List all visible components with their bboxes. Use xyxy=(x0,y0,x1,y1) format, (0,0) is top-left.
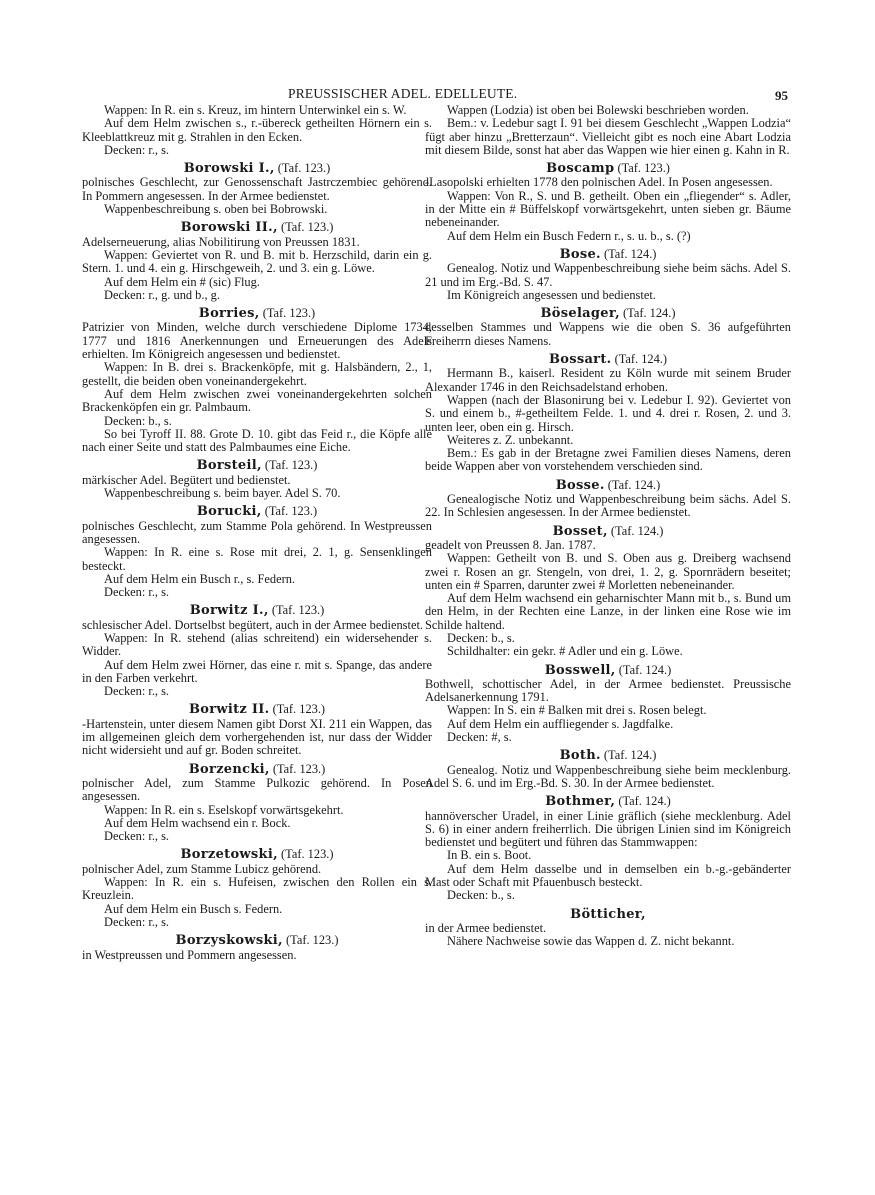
entry-paragraph: Wappen: In R. stehend (alias schreitend) ein widersehender s. Widder. xyxy=(82,630,432,659)
family-name: Borries, xyxy=(198,306,260,322)
entry-paragraph: Bothwell, schottischer Adel, in der Armee bedienstet. Preussische Adelsanerkennung 1791. xyxy=(425,676,791,705)
page-number: 95 xyxy=(775,88,788,103)
entry-heading xyxy=(425,353,791,366)
family-name: Borwitz I., xyxy=(189,603,269,619)
entry-heading xyxy=(82,848,432,861)
entry-paragraph: Auf dem Helm ein Busch Federn r., s. u. b., s. (?) xyxy=(447,228,691,243)
entry-paragraph: Genealog. Notiz und Wappenbeschreibung siehe beim sächs. Adel S. 21 und im Erg.-Bd. S. 47. xyxy=(425,261,791,289)
family-name: Bothmer, xyxy=(545,794,616,810)
entry-paragraph: Auf dem Helm wachsend ein r. Bock. xyxy=(104,815,291,830)
entry-paragraph: In B. ein s. Boot. xyxy=(447,848,532,863)
entry-paragraph: -Hartenstein, unter diesem Namen gibt Dorst XI. 211 ein Wappen, das im allgemeinen gleich dem vorhergehenden ist, nur dass der Widder nicht widersieht und auf gr. Boden schreitet. xyxy=(82,716,432,758)
entry-paragraph: Wappen (nach der Blasonirung bei v. Ledebur I. 92). Geviertet von S. und einem b., #-getheiltem Felde. 1. und 4. drei r. Rosen, 2. und 3. unten leer, oben ein g. Hirsch. xyxy=(425,392,791,434)
family-name: Borowski I., xyxy=(183,161,275,177)
plate-reference: (Taf. 124.) xyxy=(618,794,671,809)
entry-paragraph: Auf dem Helm zwischen zwei voneinandergekehrten solchen Brackenköpfen ein gr. Palmbaum. xyxy=(82,386,432,415)
family-name: Bosset, xyxy=(552,523,608,539)
family-name: Böselager, xyxy=(540,306,620,322)
entry-paragraph: Decken: #, s. xyxy=(447,730,512,745)
entry-paragraph: in Westpreussen und Pommern angesessen. xyxy=(82,947,297,962)
plate-reference: (Taf. 123.) xyxy=(272,761,326,776)
family-name: Bosse. xyxy=(555,477,605,493)
entry-paragraph: Wappen: Geviertet von R. und B. mit b. Herzschild, darin ein g. Stern. 1. und 4. ein g. Hirschgeweih, 2. und 3. ein g. Löwe. xyxy=(82,247,432,276)
entry-paragraph: polnischer Adel, zum Stamme Pulkozic gehörend. In Posen angesessen. xyxy=(82,775,432,804)
entry-paragraph: Genealogische Notiz und Wappenbeschreibung beim sächs. Adel S. 22. In Schlesien angesessen. In der Armee bedienstet. xyxy=(425,492,791,520)
entry-paragraph: Bem.: v. Ledebur sagt I. 91 bei diesem Geschlecht „Wappen Lodzia“ fügt aber hinzu „Bretterzaun“. Vielleicht gibt es noch eine Abart Lodzia mit diesem Bilde, sonst hat aber das Wappen wie hier einen g. Kahn in R. xyxy=(425,116,791,157)
entry-paragraph: Decken: r., s. xyxy=(104,142,170,157)
plate-reference: (Taf. 124.) xyxy=(603,748,657,763)
family-name: Bosswell, xyxy=(544,662,616,678)
entry-heading xyxy=(425,908,791,921)
entry-paragraph: polnisches Geschlecht, zur Genossenschaft Jastrczembiec gehörend. In Pommern angesessen. In der Armee bedienstet. xyxy=(82,175,432,203)
entry-paragraph: Decken: r., s. xyxy=(104,684,170,699)
entry-heading xyxy=(82,703,432,716)
entry-heading xyxy=(82,307,432,320)
entry-paragraph: Hermann B., kaiserl. Resident zu Köln wurde mit seinem Bruder Alexander 1746 in den Reichsadelstand erhoben. xyxy=(425,366,791,394)
entry-heading xyxy=(425,795,791,808)
plate-reference: (Taf. 123.) xyxy=(617,161,670,176)
entry-paragraph: Nähere Nachweise sowie das Wappen d. Z. nicht bekannt. xyxy=(447,934,735,949)
entry-paragraph: Wappen: In R. ein s. Hufeisen, zwischen den Rollen ein s. Kreuzlein. xyxy=(82,875,432,903)
left-column xyxy=(82,104,432,962)
entry-paragraph: Im Königreich angesessen und bedienstet. xyxy=(447,287,656,302)
plate-reference: (Taf. 124.) xyxy=(618,662,672,677)
entry-heading xyxy=(425,248,791,261)
entry-paragraph: Wappenbeschreibung s. beim bayer. Adel S. 70. xyxy=(104,486,341,501)
entry-paragraph: Bem.: Es gab in der Bretagne zwei Familien dieses Namens, deren beide Wappen aber von vorstehendem verschieden sind. xyxy=(425,446,791,474)
family-name: Borzencki, xyxy=(188,761,270,777)
entry-paragraph: Decken: b., s. xyxy=(447,630,515,645)
entry-paragraph: Decken: r., s. xyxy=(104,829,170,844)
plate-reference: (Taf. 123.) xyxy=(281,847,334,862)
entry-paragraph: Weiteres z. Z. unbekannt. xyxy=(447,432,574,447)
plate-reference: (Taf. 124.) xyxy=(610,523,664,538)
entry-paragraph: Auf dem Helm ein Busch s. Federn. xyxy=(104,901,283,916)
entry-paragraph: Wappen: Getheilt von B. und S. Oben aus g. Dreiberg wachsend zwei r. Rosen an gr. Stengeln, von drei, 1. 2, g. Spornrädern beseitet; unten ein # Sparren, darunter zwei # Morletten nebeneinander. xyxy=(425,551,791,592)
page-header xyxy=(0,86,875,102)
entry-paragraph: polnisches Geschlecht, zum Stamme Pola gehörend. In Westpreussen angesessen. xyxy=(82,518,432,546)
family-name: Both. xyxy=(559,748,601,764)
entry-paragraph: -Lasopolski erhielten 1778 den polnischen Adel. In Posen angesessen. xyxy=(425,175,773,190)
plate-reference: (Taf. 124.) xyxy=(607,477,661,492)
entry-heading xyxy=(425,307,791,320)
plate-reference: (Taf. 123.) xyxy=(262,306,316,321)
plate-reference: (Taf. 124.) xyxy=(603,246,657,261)
entry-paragraph: Wappen: In R. ein s. Kreuz, im hintern Unterwinkel ein s. W. xyxy=(104,103,407,117)
entry-paragraph: Wappenbeschreibung s. oben bei Bobrowski. xyxy=(104,202,328,217)
entry-paragraph: schlesischer Adel. Dortselbst begütert, auch in der Armee bedienstet. xyxy=(82,617,423,632)
entry-paragraph: Patrizier von Minden, welche durch verschiedene Diplome 1734, 1777 und 1816 Anerkennungen und Erneuerungen des Adels erhielten. Im Königreich angesessen und bedienstet. xyxy=(82,320,432,362)
entry-heading xyxy=(82,604,432,617)
entry-paragraph: Auf dem Helm ein auffliegender s. Jagdfalke. xyxy=(447,716,674,731)
plate-reference: (Taf. 123.) xyxy=(272,702,326,717)
entry-heading xyxy=(82,162,432,175)
entry-paragraph: Wappen: In S. ein # Balken mit drei s. Rosen belegt. xyxy=(447,703,707,718)
entry-heading xyxy=(425,664,791,677)
family-name: Boscamp xyxy=(546,161,615,177)
family-name: Borzetowski, xyxy=(180,847,278,863)
entry-paragraph: hannöverscher Uradel, in einer Linie gräflich (siehe mecklenburg. Adel S. 6) in einer andern freiherrlich. Die übrigen Linien sind im Königreich bedienstet und begütert und führen das Stammwappen: xyxy=(425,808,791,850)
entry-paragraph: Decken: r., s. xyxy=(104,585,170,600)
entry-heading xyxy=(82,221,432,234)
entry-paragraph: desselben Stammes und Wappens wie die oben S. 36 aufgeführten Freiherrn dieses Namens. xyxy=(425,320,791,348)
entry-paragraph: Auf dem Helm zwischen s., r.-übereck getheilten Hörnern ein s. Kleeblattkreuz mit g. Strahlen in den Ecken. xyxy=(82,116,432,144)
entry-paragraph: Auf dem Helm ein Busch r., s. Federn. xyxy=(104,571,295,586)
family-name: Borwitz II. xyxy=(188,702,270,718)
entry-heading xyxy=(425,749,791,762)
entry-paragraph: Auf dem Helm zwei Hörner, das eine r. mit s. Spange, das andere in den Farben verkehrt. xyxy=(82,657,432,685)
entry-paragraph: Decken: r., s. xyxy=(104,914,170,929)
family-name: Bossart. xyxy=(548,352,612,368)
entry-paragraph: Wappen: In R. eine s. Rose mit drei, 2. 1, g. Sensenklingen besteckt. xyxy=(82,545,432,573)
entry-paragraph: Auf dem Helm ein # (sic) Flug. xyxy=(104,274,260,289)
entry-heading xyxy=(425,162,791,175)
entry-heading xyxy=(425,525,791,538)
right-column xyxy=(425,104,791,949)
plate-reference: (Taf. 123.) xyxy=(280,220,334,235)
entry-paragraph: Wappen: In B. drei s. Brackenköpfe, mit g. Halsbändern, 2., 1, gestellt, die beiden oben voneinandergekehrt. xyxy=(82,360,432,388)
entry-paragraph: Genealog. Notiz und Wappenbeschreibung siehe beim mecklenburg. Adel S. 6. und im Erg.-Bd. S. 30. In der Armee bedienstet. xyxy=(425,762,791,790)
entry-heading xyxy=(425,479,791,492)
plate-reference: (Taf. 123.) xyxy=(264,504,318,519)
entry-paragraph: Auf dem Helm dasselbe und in demselben ein b.-g.-gebänderter Mast oder Schaft mit Pfauenbusch besteckt. xyxy=(425,861,791,890)
entry-paragraph: Schildhalter: ein gekr. # Adler und ein g. Löwe. xyxy=(447,644,683,659)
plate-reference: (Taf. 123.) xyxy=(277,161,331,176)
entry-paragraph: Decken: b., s. xyxy=(104,413,172,428)
family-name: Bose. xyxy=(559,246,601,262)
entry-paragraph: So bei Tyroff II. 88. Grote D. 10. gibt das Feid r., die Köpfe alle nach einer Seite und statt des Palmbaumes eine Eiche. xyxy=(82,426,432,455)
family-name: Bötticher, xyxy=(570,906,646,922)
entry-heading xyxy=(82,934,432,947)
entry-heading xyxy=(82,763,432,776)
entry-paragraph: in der Armee bedienstet. xyxy=(425,920,547,935)
entry-heading xyxy=(82,459,432,472)
entry-paragraph: Adelserneuerung, alias Nobilitirung von Preussen 1831. xyxy=(82,234,360,249)
plate-reference: (Taf. 123.) xyxy=(285,933,339,948)
entry-heading xyxy=(82,505,432,518)
entry-paragraph: Decken: r., g. und b., g. xyxy=(104,287,220,302)
plate-reference: (Taf. 123.) xyxy=(264,458,318,473)
entry-paragraph: Wappen: Von R., S. und B. getheilt. Oben ein „fliegender“ s. Adler, in der Mitte ein # Büffelskopf vorwärtsgekehrt, unten sieben gr. Bäume nebeneinander. xyxy=(425,188,791,230)
plate-reference: (Taf. 124.) xyxy=(614,352,668,367)
family-name: Borowski II., xyxy=(180,220,278,236)
entry-paragraph: märkischer Adel. Begütert und bedienstet. xyxy=(82,472,291,487)
plate-reference: (Taf. 124.) xyxy=(623,306,676,321)
family-name: Borsteil, xyxy=(196,458,262,474)
entry-paragraph: polnischer Adel, zum Stamme Lubicz gehörend. xyxy=(82,861,322,876)
plate-reference: (Taf. 123.) xyxy=(271,603,325,618)
entry-paragraph: Wappen: In R. ein s. Eselskopf vorwärtsgekehrt. xyxy=(104,802,344,817)
entry-paragraph: geadelt von Preussen 8. Jan. 1787. xyxy=(425,537,596,552)
family-name: Borzyskowski, xyxy=(175,933,283,949)
family-name: Borucki, xyxy=(196,504,262,520)
entry-paragraph: Decken: b., s. xyxy=(447,888,515,903)
running-title: PREUSSISCHER ADEL. EDELLEUTE. xyxy=(288,86,518,101)
entry-paragraph: Auf dem Helm wachsend ein geharnischter Mann mit b., s. Bund um den Helm, in der Rechten eine Lanze, in der linken eine Rose wie im Schilde haltend. xyxy=(425,591,791,632)
entry-paragraph: Wappen (Lodzia) ist oben bei Bolewski beschrieben worden. xyxy=(447,103,749,117)
